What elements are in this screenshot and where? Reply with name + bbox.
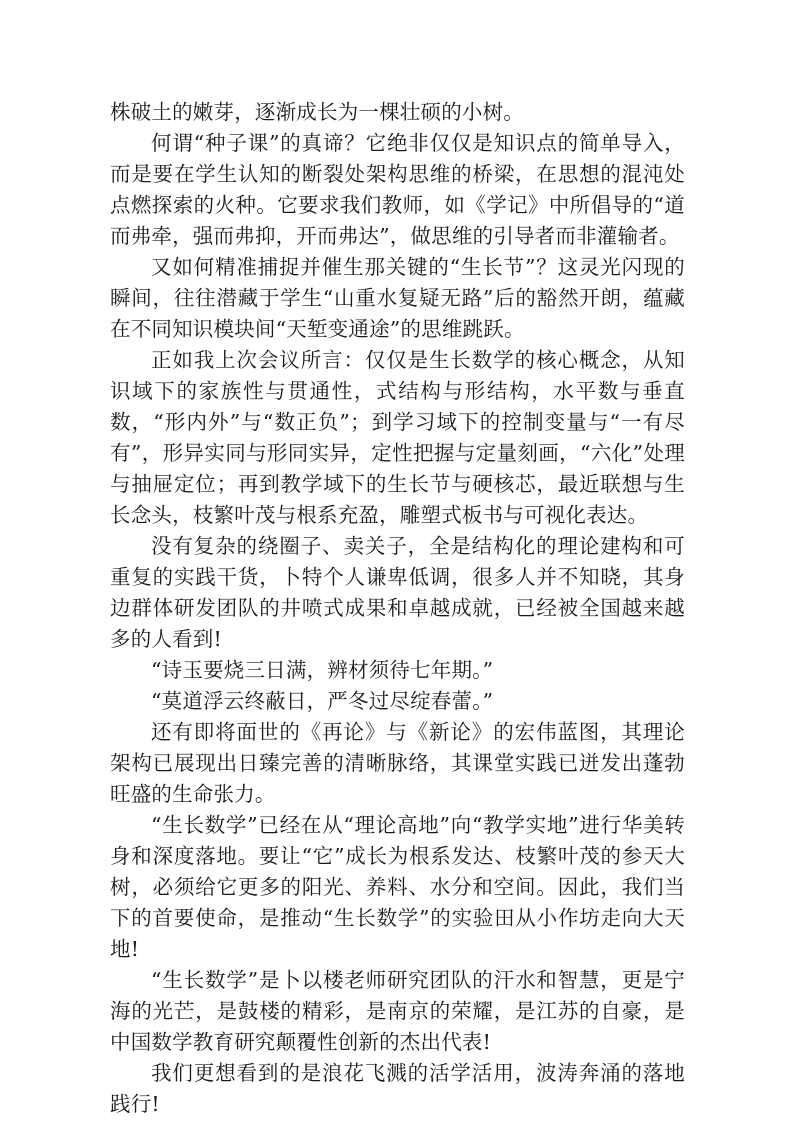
paragraph-closing: 我们更想看到的是浪花飞溅的活学活用，波涛奔涌的落地践行! bbox=[110, 1061, 685, 1116]
paragraph-poem-line-2: “莫道浮云终蔽日，严冬过尽绽春蕾。” bbox=[151, 689, 494, 713]
paragraph-pride: “生长数学”是卜以楼老师研究团队的汗水和智慧，更是宁海的光芒，是鼓楼的精彩，是南京的荣耀，是江苏的自豪，是中国数学教育研究颠覆性创新的杰出代表! bbox=[110, 968, 685, 1054]
paragraph-continuation: 株破土的嫩芽，逐渐成长为一棵壮硕的小树。 bbox=[110, 100, 524, 124]
paragraph-poem-line-1: “诗玉要烧三日满，辨材须待七年期。” bbox=[151, 658, 494, 682]
paragraph-growth-node: 又如何精准捕捉并催生那关键的“生长节”？这灵光闪现的瞬间，往往潜藏于学生“山重水复疑无路”后的豁然开朗，蕴藏在不同知识模块间“天堑变通途”的思维跳跃。 bbox=[110, 255, 685, 341]
paragraph-seed-lesson: 何谓“种子课”的真谛？它绝非仅仅是知识点的简单导入，而是要在学生认知的断裂处架构思维的桥梁，在思想的混沌处点燃探索的火种。它要求我们教师，如《学记》中所倡导的“道而弗牵，强而弗抑，开而弗达”，做思维的引导者而非灌输者。 bbox=[110, 131, 685, 248]
paragraph-core-concepts: 正如我上次会议所言：仅仅是生长数学的核心概念，从知识域下的家族性与贯通性，式结构与形结构，水平数与垂直数，“形内外”与“数正负”；到学习域下的控制变量与“一有尽有”，形异实同与形同实异，定性把握与定量刻画，“六化”处理与抽屉定位；再到教学域下的生长节与硬核芯，最近联想与生长念头，枝繁叶茂与根系充盈，雕塑式板书与可视化表达。 bbox=[110, 348, 685, 527]
paragraph-mission: “生长数学”已经在从“理论高地”向“教学实地”进行华美转身和深度落地。要让“它”成长为根系发达、枝繁叶茂的参天大树，必须给它更多的阳光、养料、水分和空间。因此，我们当下的首要使命，是推动“生长数学”的实验田从小作坊走向大天地! bbox=[110, 813, 685, 961]
paragraph-team-achievements: 没有复杂的绕圈子、卖关子，全是结构化的理论建构和可重复的实践干货，卜特个人谦卑低调，很多人并不知晓，其身边群体研发团队的井喷式成果和卓越成就，已经被全国越来越多的人看到! bbox=[110, 534, 685, 651]
document-body bbox=[110, 97, 685, 1120]
paragraph-new-works: 还有即将面世的《再论》与《新论》的宏伟蓝图，其理论架构已展现出日臻完善的清晰脉络，其课堂实践已迸发出蓬勃旺盛的生命张力。 bbox=[110, 720, 685, 806]
